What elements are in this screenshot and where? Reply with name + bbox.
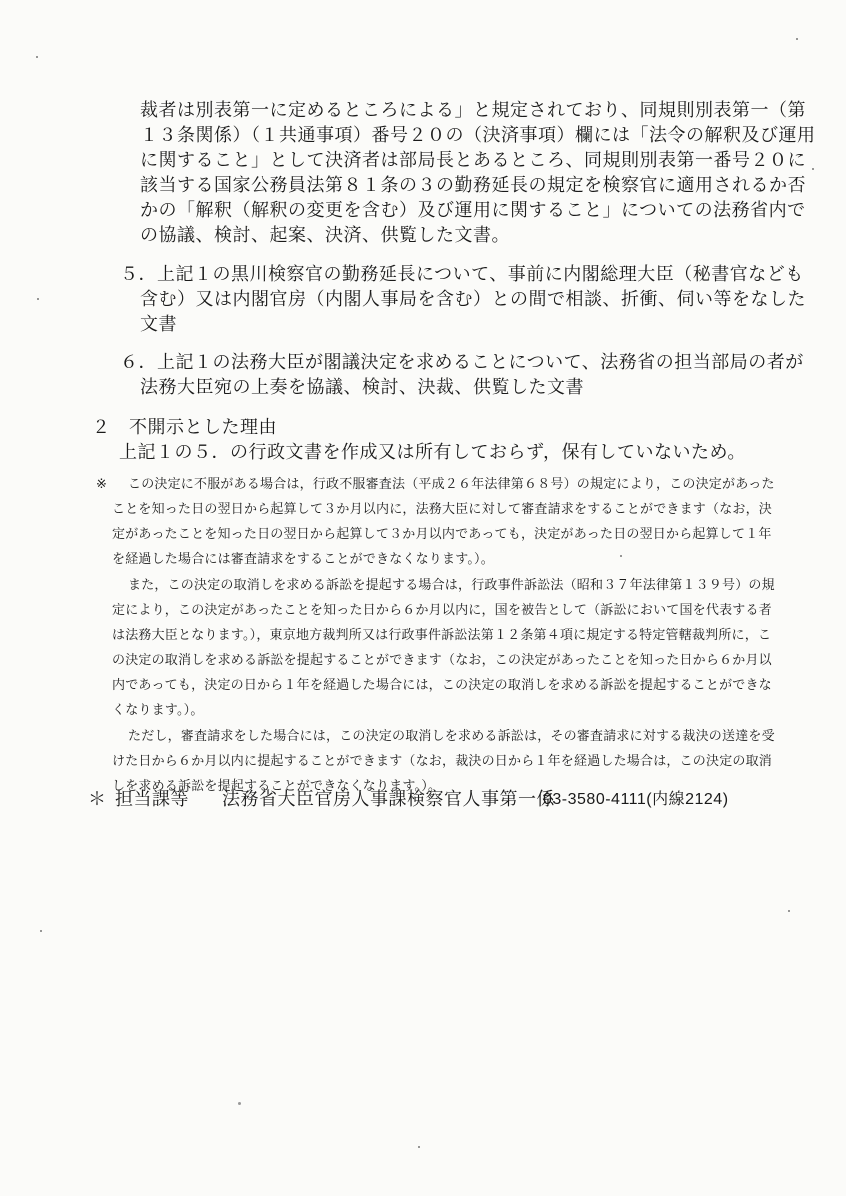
item6-line-1: ６．上記１の法務大臣が閣議決定を求めることについて、法務省の担当部局の者が bbox=[120, 352, 804, 373]
note-p3-line-3: しを求める訴訟を提起することができなくなります。）。 bbox=[112, 779, 442, 794]
note-p2-line-3: は法務大臣となります。），東京地方裁判所又は行政事件訴訟法第１２条第４項に規定する特定管轄裁判所に，こ bbox=[112, 628, 772, 643]
continuation-line-4: 該当する国家公務員法第８１条の３の勤務延長の規定を検察官に適用されるか否 bbox=[140, 175, 806, 196]
section2-heading: ２ 不開示とした理由 bbox=[92, 417, 277, 438]
item5-line-2: 含む）又は内閣官房（内閣人事局を含む）との間で相談、折衝、伺い等をなした bbox=[140, 289, 806, 310]
scan-speck bbox=[418, 1146, 420, 1148]
scan-speck bbox=[620, 555, 622, 557]
scan-speck bbox=[796, 38, 798, 40]
contact-phone: 03-3580-4111(内線2124) bbox=[543, 791, 729, 808]
scan-speck bbox=[238, 1102, 241, 1105]
section2-body: 上記１の５．の行政文書を作成又は所有しておらず，保有していないため。 bbox=[119, 442, 746, 463]
continuation-line-1: 裁者は別表第一に定めるところによる」と規定されており、同規則別表第一（第 bbox=[140, 100, 806, 121]
continuation-line-2: １３条関係）（１共通事項）番号２０の（決済事項）欄には「法令の解釈及び運用 bbox=[140, 125, 816, 146]
scan-speck bbox=[37, 298, 39, 300]
note-p1-line-2: ことを知った日の翌日から起算して３か月以内に，法務大臣に対して審査請求をすることができます（なお，決 bbox=[112, 502, 773, 517]
note-p2-line-5: 内であっても，決定の日から１年を経過した場合には，この決定の取消しを求める訴訟を提起することができな bbox=[112, 678, 772, 693]
continuation-line-6: の協議、検討、起案、決済、供覧した文書。 bbox=[140, 225, 510, 246]
note-p2-line-4: の決定の取消しを求める訴訟を提起することができます（なお，この決定があったことを知った日から６か月以 bbox=[112, 653, 772, 668]
note-p2-line-6: くなります。）。 bbox=[112, 703, 204, 718]
note-p2-line-1: また，この決定の取消しを求める訴訟を提起する場合は，行政事件訴訟法（昭和３７年法律第１３９号）の規 bbox=[128, 578, 775, 593]
scan-speck bbox=[36, 56, 38, 58]
contact-mark: ＊ bbox=[88, 789, 107, 810]
note-p1-line-4: を経過した場合には審査請求をすることができなくなります。）。 bbox=[112, 552, 494, 567]
scan-speck bbox=[40, 930, 42, 932]
contact-label: 担当課等 bbox=[115, 789, 189, 810]
item5-line-1: ５．上記１の黒川検察官の勤務延長について、事前に内閣総理大臣（秘書官なども bbox=[120, 264, 804, 285]
scan-speck bbox=[812, 168, 814, 170]
note-p2-line-2: 定により，この決定があったことを知った日から６か月以内に，国を被告として（訴訟において国を代表する者 bbox=[112, 603, 772, 618]
note-p3-line-2: けた日から６か月以内に提起することができます（なお，裁決の日から１年を経過した場合は，この決定の取消 bbox=[112, 754, 773, 769]
note-p1-line-1: この決定に不服がある場合は，行政不服審査法（平成２６年法律第６８号）の規定により，この決定があった bbox=[128, 477, 775, 492]
contact-department: 法務省大臣官房人事課検察官人事第一係 bbox=[222, 789, 555, 810]
continuation-line-5: かの「解釈（解釈の変更を含む）及び運用に関すること」についての法務省内で bbox=[140, 200, 806, 221]
scan-speck bbox=[788, 910, 790, 912]
item5-line-3: 文書 bbox=[140, 314, 177, 335]
continuation-line-3: に関すること」として決済者は部局長とあるところ、同規則別表第一番号２０に bbox=[140, 150, 806, 171]
item6-line-2: 法務大臣宛の上奏を協議、検討、決裁、供覧した文書 bbox=[140, 377, 584, 398]
note-mark: ※ bbox=[96, 477, 108, 492]
note-p1-line-3: 定があったことを知った日の翌日から起算して３か月以内であっても，決定があった日の翌日から起算して１年 bbox=[112, 527, 772, 542]
note-p3-line-1: ただし，審査請求をした場合には，この決定の取消しを求める訴訟は，その審査請求に対する裁決の送達を受 bbox=[128, 729, 775, 744]
